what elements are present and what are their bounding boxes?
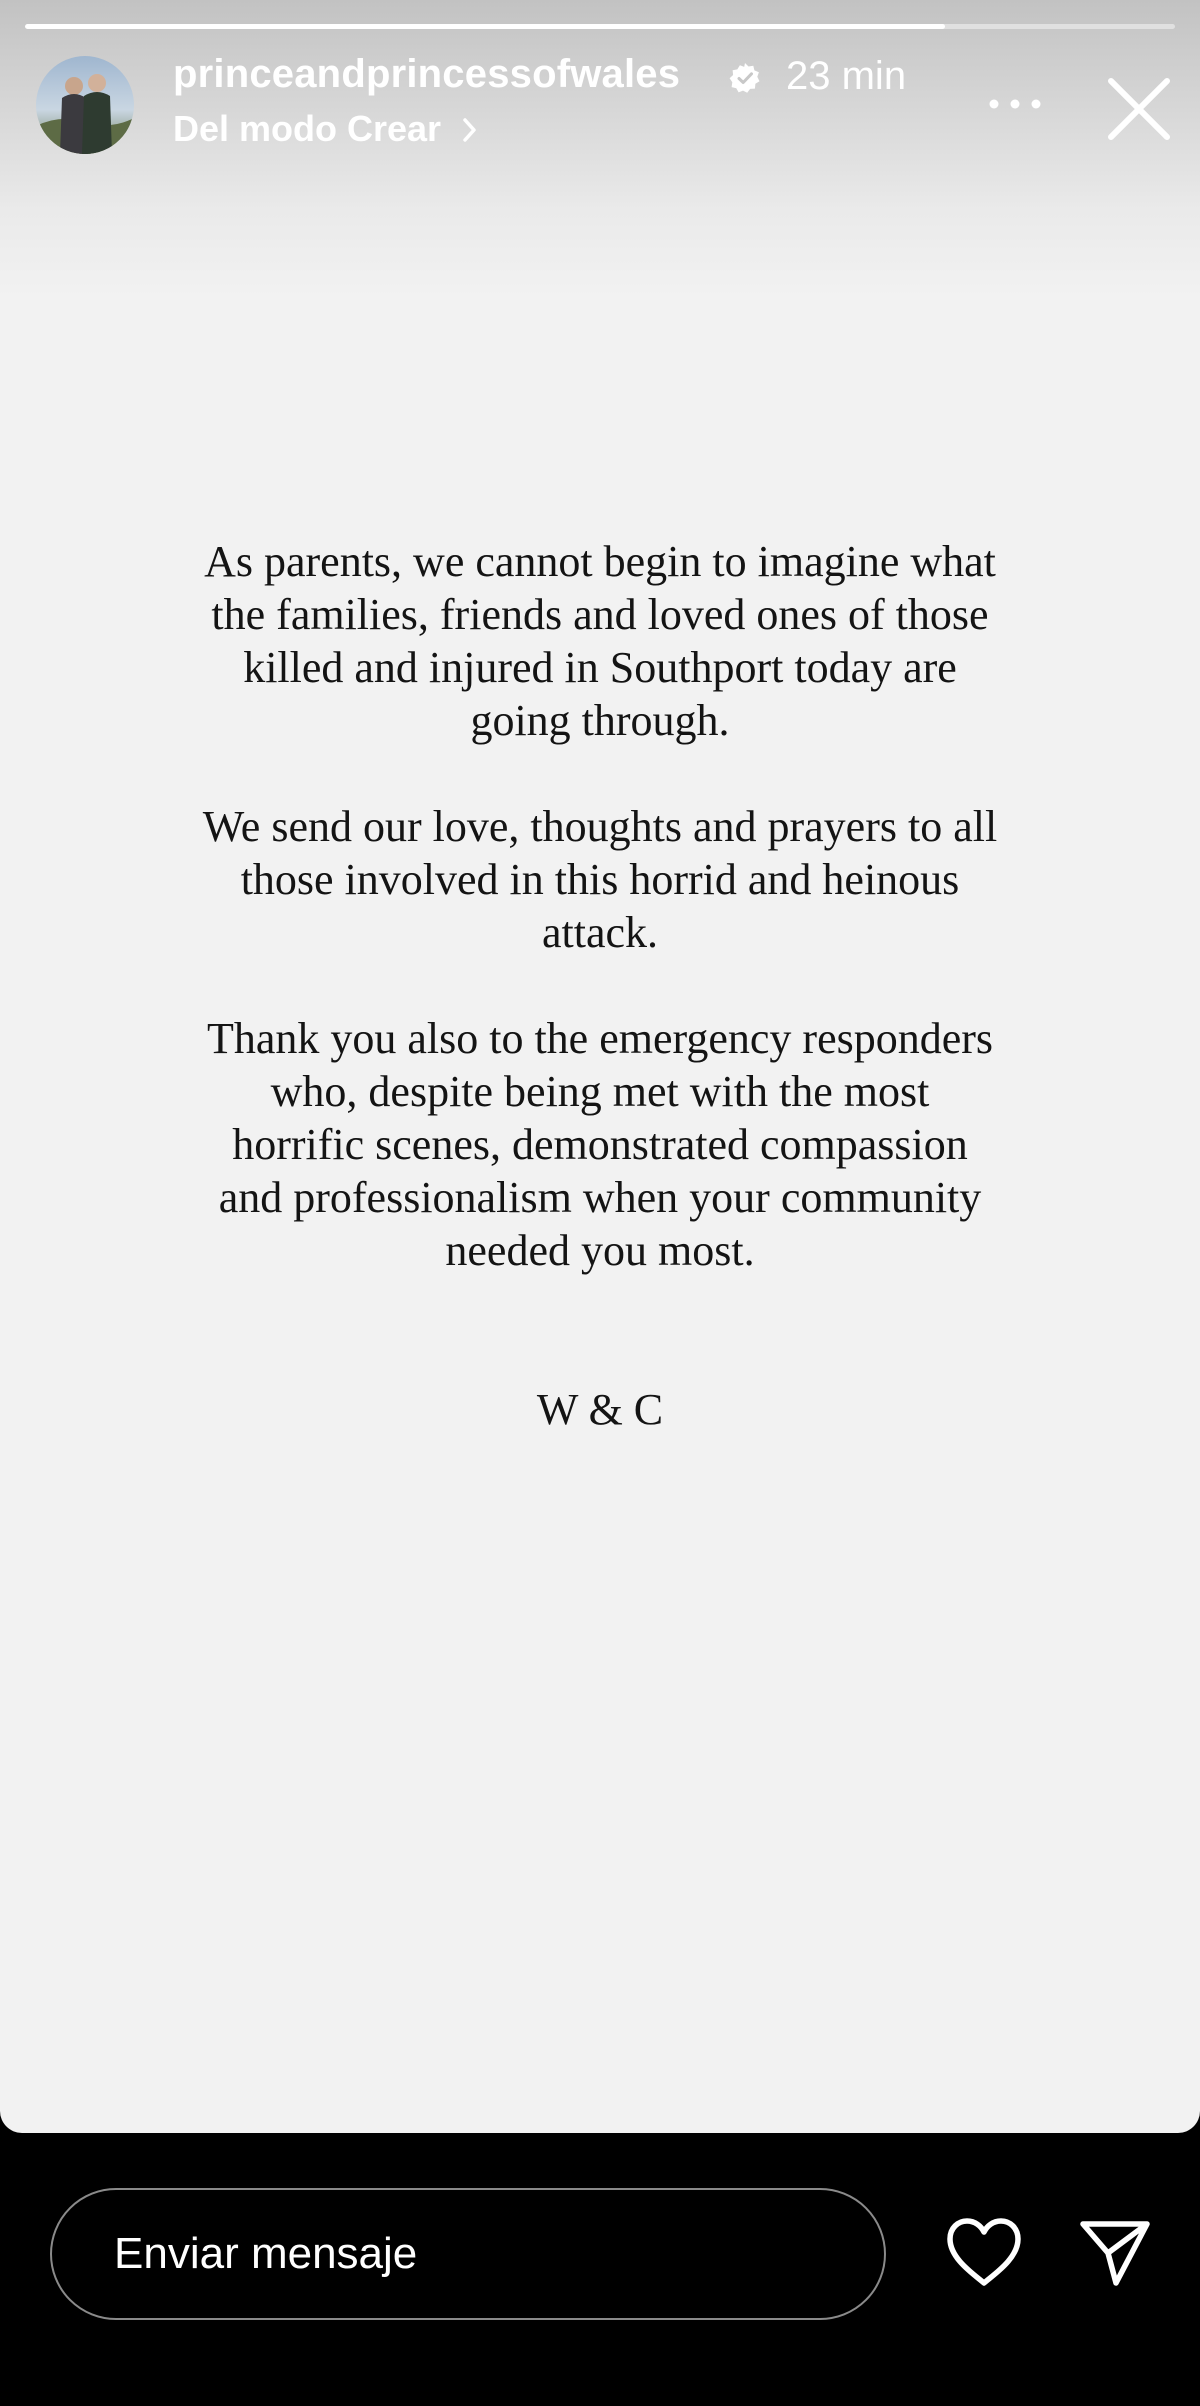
avatar[interactable] — [36, 56, 134, 154]
heart-icon[interactable] — [945, 2217, 1023, 2289]
header-gradient — [0, 0, 1200, 300]
verified-badge-icon — [729, 62, 761, 94]
account-username[interactable]: princeandprincessofwales — [173, 52, 681, 96]
message-input[interactable] — [50, 2188, 886, 2320]
story-timestamp: 23 min — [786, 54, 907, 98]
statement-paragraph: We send our love, thoughts and prayers to all those involved in this horrid and heinous attack. — [202, 802, 998, 957]
statement-paragraph: Thank you also to the emergency responders who, despite being met with the most horrific scenes, demonstrated compassion and professionalism when your community needed you most. — [206, 1014, 994, 1275]
couple-photo-icon — [36, 56, 134, 154]
chevron-right-icon[interactable] — [460, 116, 480, 144]
story-progress-fill — [25, 24, 945, 29]
statement-paragraph: As parents, we cannot begin to imagine what the families, friends and loved ones of those killed and injured in Southport today are going through. — [204, 537, 996, 745]
close-icon[interactable] — [1105, 75, 1173, 143]
statement-text — [200, 535, 1000, 1436]
story-source-link[interactable]: Del modo Crear — [173, 108, 442, 149]
story-progress-bar — [25, 24, 1175, 29]
statement-signature: W & C — [536, 1385, 664, 1434]
send-icon[interactable] — [1078, 2216, 1152, 2290]
more-options-icon[interactable] — [985, 82, 1045, 122]
